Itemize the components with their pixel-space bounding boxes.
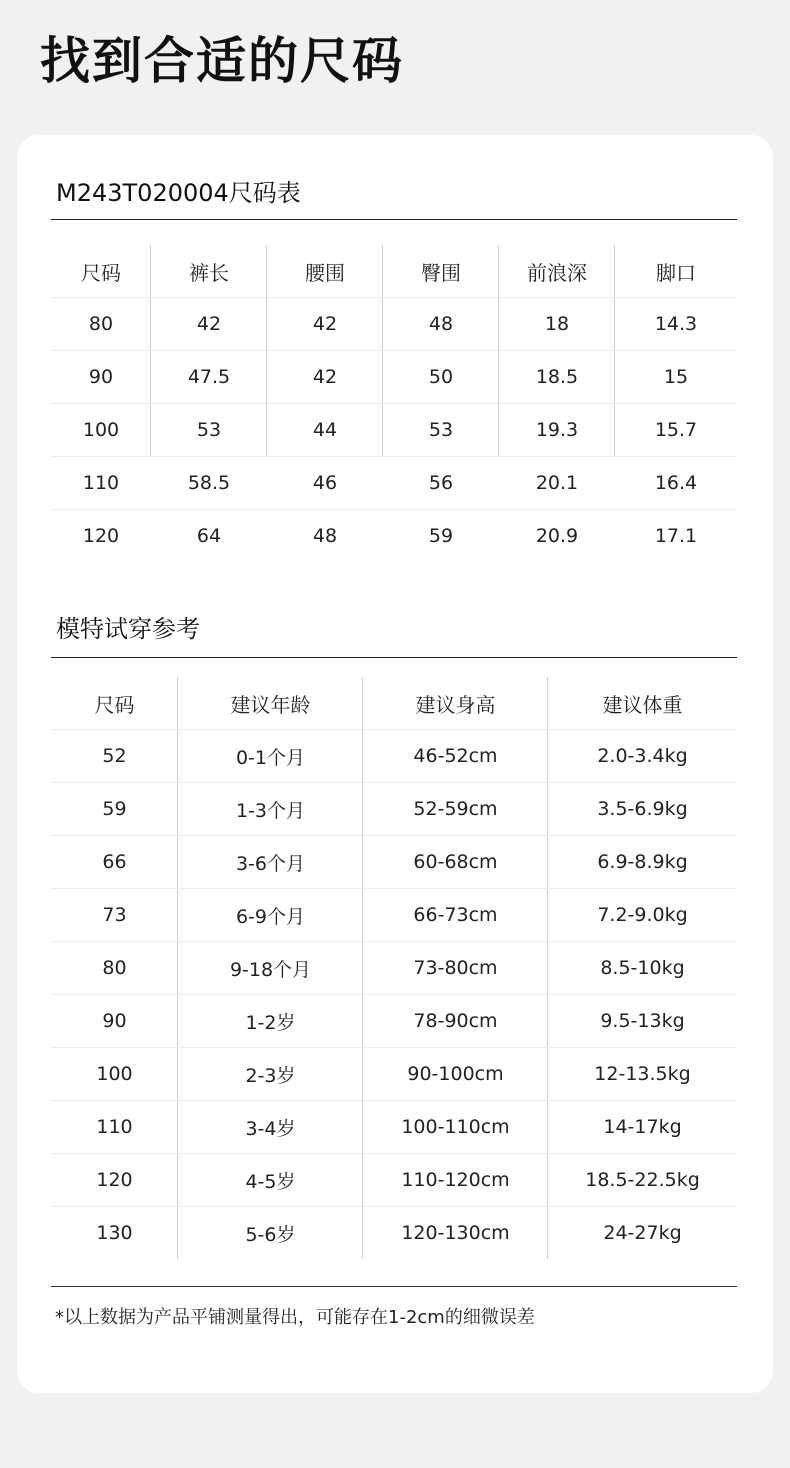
table-cell: 2-3岁 xyxy=(178,1048,363,1100)
table-cell: 52 xyxy=(51,730,178,782)
table-cell: 46-52cm xyxy=(363,730,548,782)
size-card xyxy=(17,135,773,1393)
table-row xyxy=(51,783,737,836)
table-header-cell: 建议体重 xyxy=(602,692,683,717)
table-cell: 110 xyxy=(82,472,120,494)
model-chart-rule xyxy=(51,657,737,658)
table-cell: 42 xyxy=(267,298,383,350)
table-cell: 15.7 xyxy=(654,419,698,441)
table-cell: 90 xyxy=(51,995,178,1047)
model-chart-table xyxy=(51,677,737,1259)
table-row xyxy=(51,298,737,351)
table-cell: 4-5岁 xyxy=(178,1154,363,1206)
table-cell: 56 xyxy=(428,472,454,494)
table-cell: 42 xyxy=(267,351,383,403)
table-header-cell: 尺码 xyxy=(51,677,178,729)
table-cell: 60-68cm xyxy=(363,836,548,888)
table-cell: 59 xyxy=(51,783,178,835)
table-cell: 100 xyxy=(51,1048,178,1100)
table-cell: 18 xyxy=(499,298,615,350)
table-cell: 1-3个月 xyxy=(178,783,363,835)
table-header-cell: 裤长 xyxy=(151,245,267,297)
table-cell: 24-27kg xyxy=(603,1222,682,1244)
footnote: *以上数据为产品平铺测量得出，可能存在1-2cm的细微误差 xyxy=(55,1307,535,1328)
table-cell: 90-100cm xyxy=(363,1048,548,1100)
table-row xyxy=(51,1154,737,1207)
table-cell: 110 xyxy=(51,1101,178,1153)
table-row xyxy=(51,457,737,510)
table-cell: 5-6岁 xyxy=(178,1207,363,1259)
table-cell: 14.3 xyxy=(654,313,698,335)
table-row xyxy=(51,942,737,995)
table-header-row xyxy=(51,245,737,298)
table-row xyxy=(51,351,737,404)
table-cell: 59 xyxy=(428,525,454,547)
table-cell: 2.0-3.4kg xyxy=(597,745,688,767)
table-cell: 50 xyxy=(383,351,499,403)
table-cell: 120 xyxy=(51,1154,178,1206)
table-cell: 3.5-6.9kg xyxy=(597,798,688,820)
table-cell: 73-80cm xyxy=(363,942,548,994)
table-cell: 17.1 xyxy=(654,525,698,547)
table-row xyxy=(51,836,737,889)
table-cell: 120-130cm xyxy=(363,1207,548,1259)
table-cell: 47.5 xyxy=(151,351,267,403)
table-cell: 73 xyxy=(51,889,178,941)
table-cell: 78-90cm xyxy=(363,995,548,1047)
table-header-cell: 臀围 xyxy=(383,245,499,297)
table-cell: 15 xyxy=(663,366,689,388)
table-cell: 0-1个月 xyxy=(178,730,363,782)
size-chart-rule xyxy=(51,219,737,220)
table-row xyxy=(51,730,737,783)
size-chart-title: M243T020004尺码表 xyxy=(56,179,301,207)
table-cell: 6-9个月 xyxy=(178,889,363,941)
table-header-cell: 建议身高 xyxy=(363,677,548,729)
table-cell: 18.5 xyxy=(499,351,615,403)
table-cell: 80 xyxy=(51,942,178,994)
table-row xyxy=(51,995,737,1048)
table-cell: 130 xyxy=(51,1207,178,1259)
table-cell: 3-6个月 xyxy=(178,836,363,888)
table-cell: 48 xyxy=(383,298,499,350)
table-row xyxy=(51,1207,737,1259)
table-cell: 53 xyxy=(151,404,267,456)
table-cell: 20.1 xyxy=(535,472,579,494)
table-header-cell: 前浪深 xyxy=(499,245,615,297)
table-cell: 18.5-22.5kg xyxy=(585,1169,700,1191)
table-cell: 1-2岁 xyxy=(178,995,363,1047)
table-cell: 14-17kg xyxy=(603,1116,682,1138)
page-title: 找到合适的尺码 xyxy=(40,32,404,90)
table-row xyxy=(51,404,737,457)
table-cell: 44 xyxy=(267,404,383,456)
table-cell: 53 xyxy=(383,404,499,456)
table-cell: 8.5-10kg xyxy=(600,957,685,979)
model-chart-title: 模特试穿参考 xyxy=(56,615,200,643)
table-header-cell: 脚口 xyxy=(656,260,696,285)
table-cell: 16.4 xyxy=(654,472,698,494)
size-chart-table xyxy=(51,245,737,562)
table-cell: 9.5-13kg xyxy=(600,1010,685,1032)
table-cell: 90 xyxy=(51,351,151,403)
table-cell: 52-59cm xyxy=(363,783,548,835)
table-cell: 12-13.5kg xyxy=(594,1063,691,1085)
table-cell: 58.5 xyxy=(187,472,231,494)
table-cell: 42 xyxy=(151,298,267,350)
footnote-rule xyxy=(51,1286,737,1287)
table-cell: 48 xyxy=(312,525,338,547)
table-row xyxy=(51,1101,737,1154)
table-cell: 9-18个月 xyxy=(178,942,363,994)
table-cell: 6.9-8.9kg xyxy=(597,851,688,873)
table-cell: 66 xyxy=(51,836,178,888)
table-cell: 120 xyxy=(82,525,120,547)
table-row xyxy=(51,510,737,562)
table-cell: 64 xyxy=(196,525,222,547)
table-cell: 7.2-9.0kg xyxy=(597,904,688,926)
table-row xyxy=(51,889,737,942)
table-cell: 3-4岁 xyxy=(178,1101,363,1153)
table-cell: 19.3 xyxy=(499,404,615,456)
table-cell: 100-110cm xyxy=(363,1101,548,1153)
table-cell: 110-120cm xyxy=(363,1154,548,1206)
table-cell: 46 xyxy=(312,472,338,494)
table-cell: 80 xyxy=(51,298,151,350)
table-header-cell: 建议年龄 xyxy=(178,677,363,729)
table-cell: 100 xyxy=(51,404,151,456)
table-cell: 20.9 xyxy=(535,525,579,547)
table-row xyxy=(51,1048,737,1101)
table-header-cell: 腰围 xyxy=(267,245,383,297)
table-header-row xyxy=(51,677,737,730)
table-cell: 66-73cm xyxy=(363,889,548,941)
table-header-cell: 尺码 xyxy=(51,245,151,297)
